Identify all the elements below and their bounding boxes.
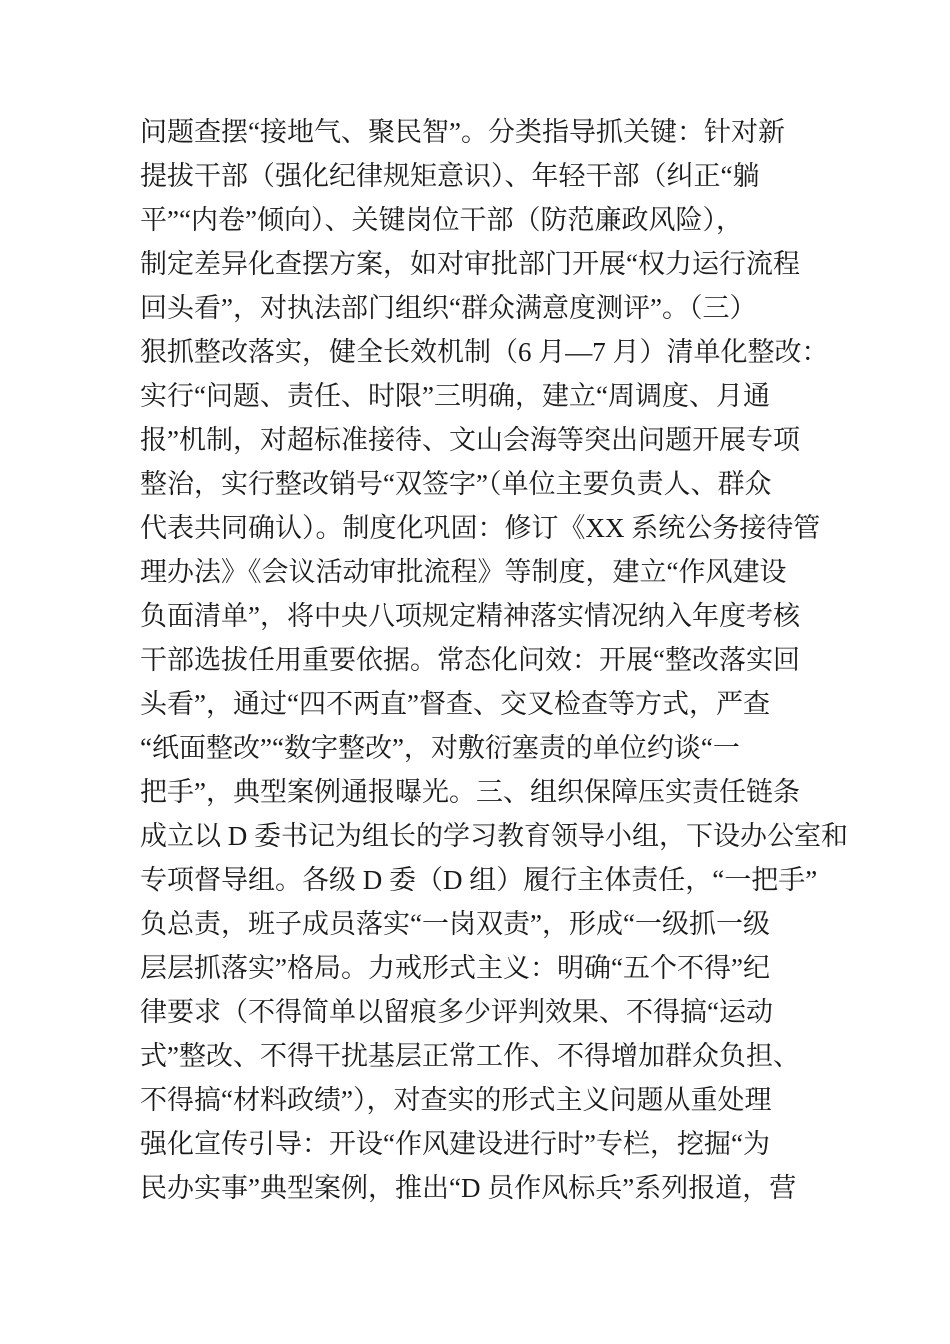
text-line: 负面清单”，将中央八项规定精神落实情况纳入年度考核 (140, 601, 800, 631)
text-line: 报”机制，对超标准接待、文山会海等突出问题开展专项 (140, 425, 800, 455)
text-line: 头看”，通过“四不两直”督查、交叉检查等方式，严查 (140, 689, 770, 719)
text-line: 问题查摆“接地气、聚民智”。分类指导抓关键：针对新 (140, 117, 785, 147)
text-line: 实行“问题、责任、时限”三明确，建立“周调度、月通 (140, 381, 770, 411)
text-block (140, 110, 848, 1210)
text-line: 干部选拔任用重要依据。常态化问效：开展“整改落实回 (140, 645, 800, 675)
text-line: 强化宣传引导：开设“作风建设进行时”专栏，挖掘“为 (140, 1129, 770, 1159)
text-line: 提拔干部（强化纪律规矩意识）、年轻干部（纠正“躺 (140, 161, 760, 191)
text-line: 代表共同确认）。制度化巩固：修订《XX 系统公务接待管 (140, 513, 821, 543)
text-line: 层层抓落实”格局。力戒形式主义：明确“五个不得”纪 (140, 953, 770, 983)
text-line: 式”整改、不得干扰基层正常工作、不得增加群众负担、 (140, 1041, 800, 1071)
text-line: 不得搞“材料政绩”），对查实的形式主义问题从重处理 (140, 1085, 772, 1115)
text-line: 把手”，典型案例通报曝光。三、组织保障压实责任链条 (140, 777, 800, 807)
text-line: 狠抓整改落实，健全长效机制（6 月—7 月）清单化整改： (140, 337, 829, 367)
text-line: 律要求（不得简单以留痕多少评判效果、不得搞“运动 (140, 997, 773, 1027)
text-line: 回头看”，对执法部门组织“群众满意度测评”。（三） (140, 293, 757, 323)
text-line: “纸面整改”“数字整改”，对敷衍塞责的单位约谈“一 (140, 733, 740, 763)
text-line: 平”“内卷”倾向）、关键岗位干部（防范廉政风险）， (140, 205, 743, 235)
text-line: 专项督导组。各级 D 委（D 组）履行主体责任，“一把手” (140, 865, 818, 895)
text-line: 成立以 D 委书记为组长的学习教育领导小组，下设办公室和 (140, 821, 848, 851)
text-line: 理办法》《会议活动审批流程》等制度，建立“作风建设 (140, 557, 787, 587)
text-line: 负总责，班子成员落实“一岗双责”，形成“一级抓一级 (140, 909, 770, 939)
text-line: 制定差异化查摆方案，如对审批部门开展“权力运行流程 (140, 249, 800, 279)
text-line: 整治，实行整改销号“双签字”（单位主要负责人、群众 (140, 469, 772, 499)
text-line: 民办实事”典型案例，推出“D 员作风标兵”系列报道，营 (140, 1173, 797, 1203)
